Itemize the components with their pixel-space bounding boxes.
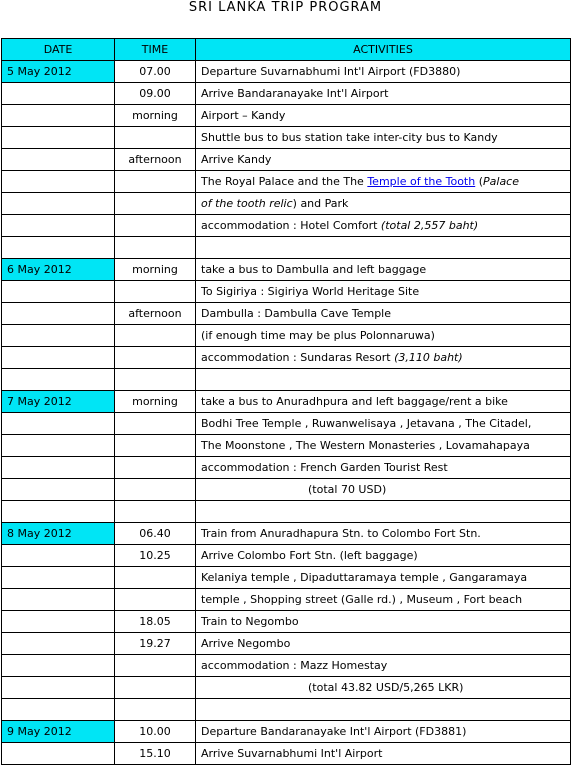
activity-text: accommodation : French Garden Tourist Rest bbox=[201, 460, 448, 474]
empty-date-cell bbox=[2, 413, 115, 435]
empty-cell bbox=[115, 501, 196, 523]
header-date: DATE bbox=[2, 39, 115, 61]
date-cell: 8 May 2012 bbox=[2, 523, 115, 545]
time-cell: afternoon bbox=[115, 303, 196, 325]
empty-cell bbox=[196, 369, 571, 391]
activity-cell bbox=[196, 171, 571, 193]
activity-text: Train to Negombo bbox=[201, 614, 299, 628]
activity-text: Kelaniya temple , Dipaduttaramaya temple , Gangaramaya bbox=[201, 570, 528, 584]
activity-text: The Royal Palace and the The bbox=[201, 174, 368, 188]
activity-cell bbox=[196, 325, 571, 347]
temple-of-the-tooth-link[interactable]: Temple of the Tooth bbox=[367, 174, 476, 188]
time-cell bbox=[115, 347, 196, 369]
empty-date-cell bbox=[2, 105, 115, 127]
activity-cell bbox=[196, 347, 571, 369]
activity-cell bbox=[196, 457, 571, 479]
empty-date-cell bbox=[2, 83, 115, 105]
activity-text: To Sigiriya : Sigiriya World Heritage Site bbox=[201, 284, 420, 298]
table-row bbox=[2, 435, 571, 457]
activity-cell bbox=[196, 479, 571, 501]
empty-date-cell bbox=[2, 655, 115, 677]
time-cell bbox=[115, 215, 196, 237]
table-row bbox=[2, 589, 571, 611]
empty-date-cell bbox=[2, 127, 115, 149]
table-row bbox=[2, 149, 571, 171]
empty-date-cell bbox=[2, 171, 115, 193]
day-separator bbox=[2, 237, 571, 259]
table-row bbox=[2, 281, 571, 303]
activity-text: Train from Anuradhapura Stn. to Colombo Fort Stn. bbox=[201, 526, 481, 540]
activity-text: Departure Bandaranayake Int'l Airport (FD3881) bbox=[201, 724, 467, 738]
activity-cell bbox=[196, 523, 571, 545]
activity-cell bbox=[196, 61, 571, 83]
table-row bbox=[2, 325, 571, 347]
day-separator bbox=[2, 369, 571, 391]
table-row bbox=[2, 171, 571, 193]
day-separator bbox=[2, 699, 571, 721]
activity-text: Arrive Bandaranayake Int'l Airport bbox=[201, 86, 389, 100]
empty-date-cell bbox=[2, 347, 115, 369]
time-cell bbox=[115, 127, 196, 149]
time-cell: morning bbox=[115, 391, 196, 413]
time-cell bbox=[115, 567, 196, 589]
header-time: TIME bbox=[115, 39, 196, 61]
table-row bbox=[2, 215, 571, 237]
empty-date-cell bbox=[2, 193, 115, 215]
date-cell: 5 May 2012 bbox=[2, 61, 115, 83]
time-cell: 18.05 bbox=[115, 611, 196, 633]
time-cell bbox=[115, 589, 196, 611]
time-cell: 15.10 bbox=[115, 743, 196, 765]
table-row bbox=[2, 655, 571, 677]
time-cell: 10.25 bbox=[115, 545, 196, 567]
time-cell bbox=[115, 193, 196, 215]
empty-date-cell bbox=[2, 479, 115, 501]
empty-cell bbox=[196, 501, 571, 523]
activity-text: The Moonstone , The Western Monasteries , Lovamahapaya bbox=[201, 438, 530, 452]
activity-text: Arrive Negombo bbox=[201, 636, 291, 650]
table-row bbox=[2, 633, 571, 655]
table-row bbox=[2, 721, 571, 743]
activity-text: ) and Park bbox=[292, 196, 349, 210]
date-cell: 6 May 2012 bbox=[2, 259, 115, 281]
activity-cell bbox=[196, 149, 571, 171]
table-row bbox=[2, 127, 571, 149]
time-cell: afternoon bbox=[115, 149, 196, 171]
table-row bbox=[2, 545, 571, 567]
time-cell: 19.27 bbox=[115, 633, 196, 655]
time-cell: morning bbox=[115, 259, 196, 281]
accommodation-cost: (3,110 baht) bbox=[394, 350, 463, 364]
empty-cell bbox=[2, 699, 115, 721]
time-cell: 10.00 bbox=[115, 721, 196, 743]
activity-text: Airport – Kandy bbox=[201, 108, 286, 122]
time-cell: 06.40 bbox=[115, 523, 196, 545]
time-cell: 07.00 bbox=[115, 61, 196, 83]
empty-cell bbox=[115, 699, 196, 721]
empty-cell bbox=[2, 369, 115, 391]
activity-cell bbox=[196, 545, 571, 567]
time-cell bbox=[115, 281, 196, 303]
activity-cell bbox=[196, 743, 571, 765]
activity-italic-text: of the tooth relic bbox=[201, 196, 293, 210]
empty-cell bbox=[196, 237, 571, 259]
empty-date-cell bbox=[2, 303, 115, 325]
activity-cell bbox=[196, 677, 571, 699]
activity-cell bbox=[196, 215, 571, 237]
time-cell: 09.00 bbox=[115, 83, 196, 105]
table-row bbox=[2, 479, 571, 501]
activity-total: (total 70 USD) bbox=[308, 482, 387, 496]
activity-cell bbox=[196, 435, 571, 457]
activity-cell bbox=[196, 633, 571, 655]
table-row bbox=[2, 457, 571, 479]
table-row bbox=[2, 347, 571, 369]
activity-text: take a bus to Dambulla and left baggage bbox=[201, 262, 427, 276]
activity-cell bbox=[196, 83, 571, 105]
header-row bbox=[2, 39, 571, 61]
activity-cell bbox=[196, 127, 571, 149]
empty-cell bbox=[196, 699, 571, 721]
activity-text: accommodation : Sundaras Resort bbox=[201, 350, 395, 364]
activity-text: Dambulla : Dambulla Cave Temple bbox=[201, 306, 391, 320]
activity-cell bbox=[196, 391, 571, 413]
empty-date-cell bbox=[2, 633, 115, 655]
activity-cell bbox=[196, 721, 571, 743]
table-row bbox=[2, 677, 571, 699]
table-row bbox=[2, 523, 571, 545]
activity-cell bbox=[196, 105, 571, 127]
date-cell: 9 May 2012 bbox=[2, 721, 115, 743]
empty-date-cell bbox=[2, 567, 115, 589]
accommodation-cost: (total 2,557 baht) bbox=[380, 218, 479, 232]
trip-table bbox=[1, 38, 571, 765]
time-cell bbox=[115, 171, 196, 193]
empty-date-cell bbox=[2, 743, 115, 765]
activity-text: (if enough time may be plus Polonnaruwa) bbox=[201, 328, 435, 342]
activity-text: ( bbox=[475, 174, 484, 188]
activity-cell bbox=[196, 567, 571, 589]
empty-cell bbox=[2, 501, 115, 523]
page-title: SRI LANKA TRIP PROGRAM bbox=[188, 0, 383, 15]
table-row bbox=[2, 105, 571, 127]
time-cell bbox=[115, 413, 196, 435]
time-cell bbox=[115, 435, 196, 457]
day-separator bbox=[2, 501, 571, 523]
time-cell bbox=[115, 479, 196, 501]
empty-date-cell bbox=[2, 611, 115, 633]
activity-text: accommodation : Hotel Comfort bbox=[201, 218, 381, 232]
activity-text: Arrive Suvarnabhumi Int'l Airport bbox=[201, 746, 383, 760]
time-cell: morning bbox=[115, 105, 196, 127]
empty-date-cell bbox=[2, 545, 115, 567]
activity-italic-text: Palace bbox=[483, 174, 520, 188]
activity-text: accommodation : Mazz Homestay bbox=[201, 658, 388, 672]
empty-date-cell bbox=[2, 435, 115, 457]
empty-date-cell bbox=[2, 677, 115, 699]
time-cell bbox=[115, 677, 196, 699]
activity-cell bbox=[196, 281, 571, 303]
header-activities: ACTIVITIES bbox=[196, 39, 571, 61]
empty-date-cell bbox=[2, 589, 115, 611]
activity-text: Shuttle bus to bus station take inter-city bus to Kandy bbox=[201, 130, 498, 144]
empty-date-cell bbox=[2, 281, 115, 303]
time-cell bbox=[115, 325, 196, 347]
activity-text: Arrive Colombo Fort Stn. (left baggage) bbox=[201, 548, 418, 562]
activity-cell bbox=[196, 193, 571, 215]
table-row bbox=[2, 83, 571, 105]
activity-text: take a bus to Anuradhpura and left baggage/rent a bike bbox=[201, 394, 508, 408]
activity-text: Bodhi Tree Temple , Ruwanwelisaya , Jetavana , The Citadel, bbox=[201, 416, 532, 430]
date-cell: 7 May 2012 bbox=[2, 391, 115, 413]
activity-text: temple , Shopping street (Galle rd.) , Museum , Fort beach bbox=[201, 592, 523, 606]
activity-cell bbox=[196, 655, 571, 677]
empty-date-cell bbox=[2, 325, 115, 347]
table-row bbox=[2, 567, 571, 589]
table-row bbox=[2, 413, 571, 435]
trip-body bbox=[2, 61, 571, 765]
activity-text: Departure Suvarnabhumi Int'l Airport (FD3880) bbox=[201, 64, 461, 78]
table-row bbox=[2, 303, 571, 325]
time-cell bbox=[115, 655, 196, 677]
activity-total: (total 43.82 USD/5,265 LKR) bbox=[308, 680, 464, 694]
empty-date-cell bbox=[2, 215, 115, 237]
activity-cell bbox=[196, 413, 571, 435]
table-row bbox=[2, 259, 571, 281]
table-row bbox=[2, 193, 571, 215]
empty-cell bbox=[115, 237, 196, 259]
activity-cell bbox=[196, 303, 571, 325]
empty-cell bbox=[2, 237, 115, 259]
time-cell bbox=[115, 457, 196, 479]
activity-cell bbox=[196, 589, 571, 611]
table-row bbox=[2, 61, 571, 83]
activity-cell bbox=[196, 259, 571, 281]
table-row bbox=[2, 391, 571, 413]
empty-date-cell bbox=[2, 149, 115, 171]
activity-cell bbox=[196, 611, 571, 633]
empty-date-cell bbox=[2, 457, 115, 479]
empty-cell bbox=[115, 369, 196, 391]
activity-text: Arrive Kandy bbox=[201, 152, 272, 166]
table-row bbox=[2, 743, 571, 765]
table-row bbox=[2, 611, 571, 633]
